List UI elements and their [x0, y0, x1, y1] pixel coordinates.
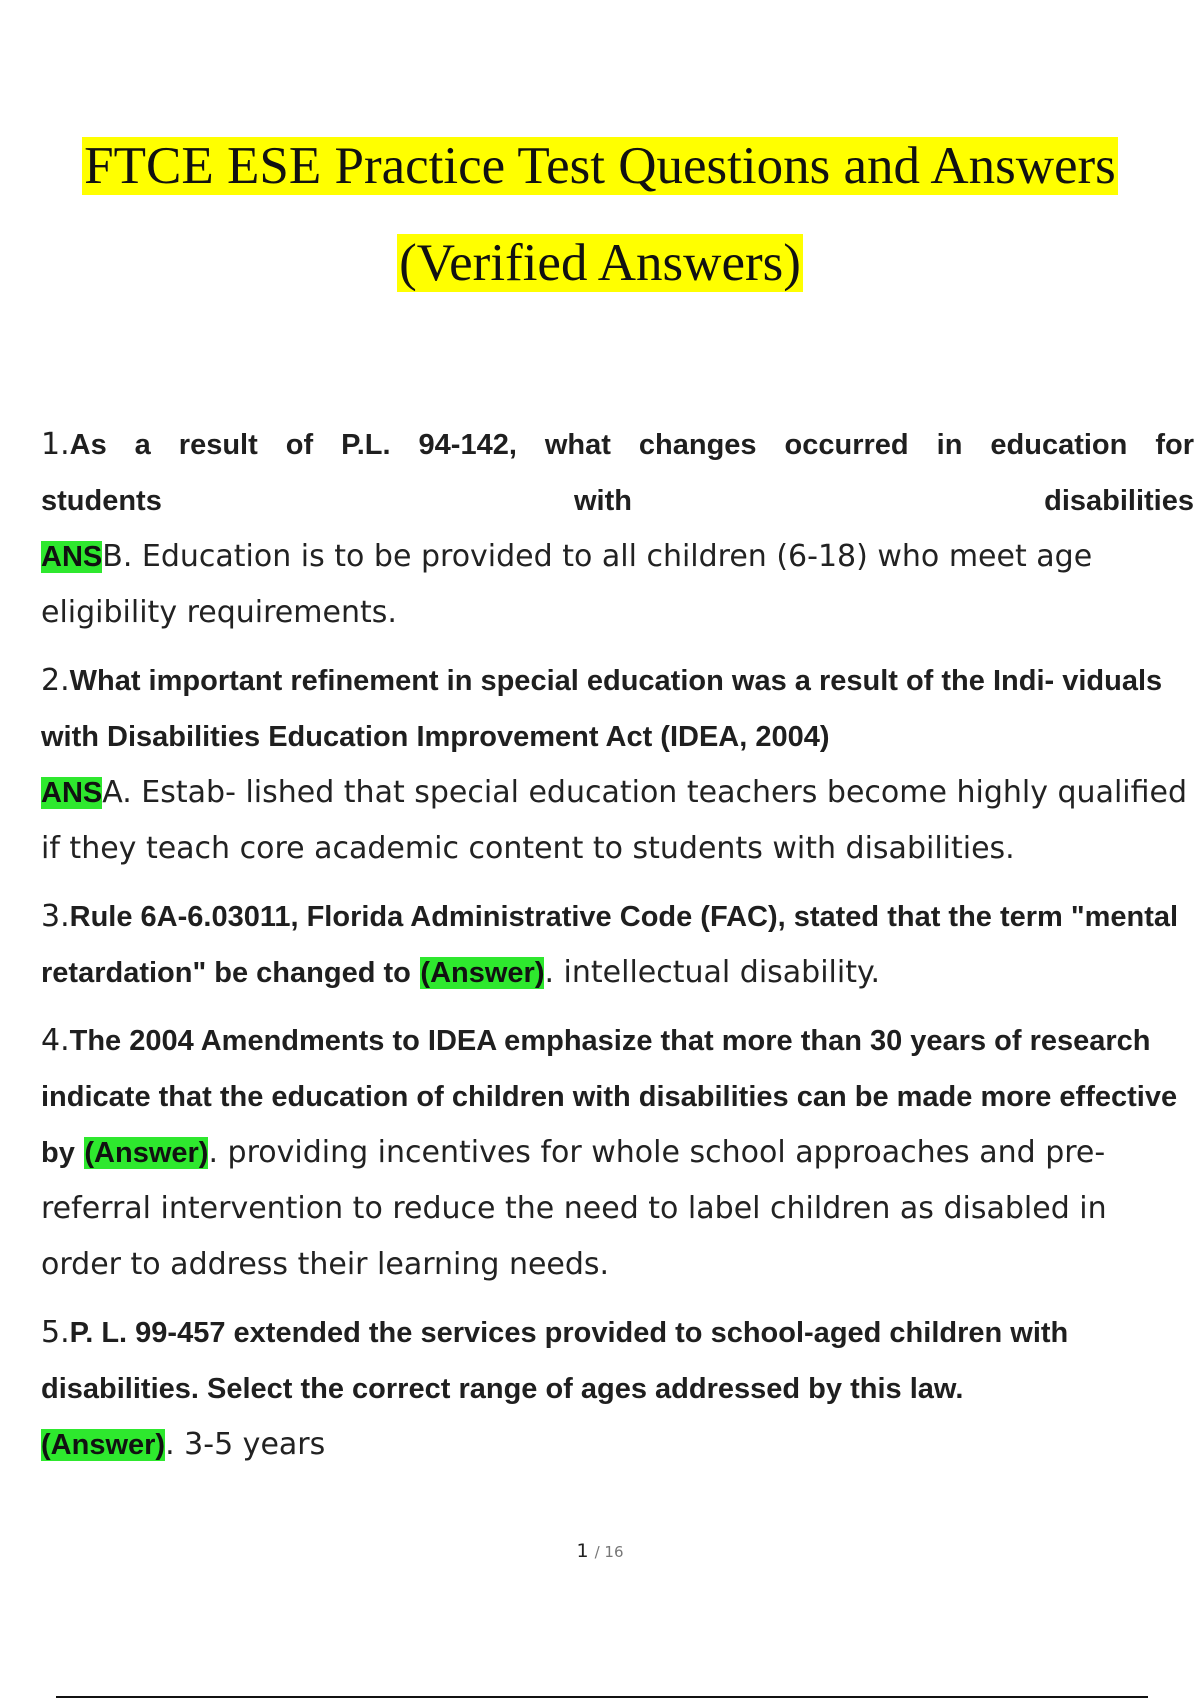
title-line-2 — [0, 215, 1200, 312]
total-pages: / 16 — [594, 1543, 624, 1561]
document-title — [0, 118, 1200, 312]
question-text: Rule 6A-6.03011, Florida Administrative Code (FAC), stated that the term "mental retardation" be changed to — [41, 901, 1179, 989]
answer-tag: (Answer) — [420, 957, 545, 989]
answer-text: B. Education is to be provided to all children (6-18) who meet age eligibility requirements. — [41, 539, 1093, 630]
title-highlight-1: FTCE ESE Practice Test Questions and Answers — [84, 137, 1116, 195]
question-1-line-1 — [41, 417, 1194, 473]
answer-tag: ANS — [41, 777, 103, 809]
title-highlight-2: (Verified Answers) — [399, 234, 801, 292]
question-item-2 — [41, 653, 1194, 877]
question-text: What important refinement in special education was a result of the Indi- viduals with Disabilities Education Improvement Act (IDEA, 2004) — [41, 665, 1163, 753]
answer-tag: (Answer) — [41, 1429, 166, 1461]
bottom-divider — [56, 1696, 1148, 1698]
answer-text: . 3-5 years — [165, 1427, 326, 1462]
answer-tag: (Answer) — [84, 1137, 209, 1169]
answer-text: A. Estab- lished that special education teachers become highly qualified if they teach core academic content to students with disabilities. — [41, 775, 1188, 866]
question-list — [41, 417, 1194, 1485]
title-line-1 — [0, 118, 1200, 215]
question-item-4 — [41, 1013, 1194, 1293]
question-text: P. L. 99-457 extended the services provided to school-aged children with disabilities. Select the correct range of ages addressed by this law. — [41, 1317, 1069, 1405]
question-1-line-2: students with disabilities — [41, 485, 1194, 517]
question-item-5 — [41, 1305, 1194, 1473]
question-item-1 — [41, 417, 1194, 641]
answer-text: . intellectual disability. — [544, 955, 880, 990]
question-number: 4. — [41, 1023, 70, 1058]
page-indicator — [0, 1540, 1200, 1562]
answer-tag: ANS — [41, 541, 103, 573]
question-number: 3. — [41, 899, 70, 934]
answer-text: . providing incentives for whole school approaches and pre-referral intervention to reduce the need to label children as disabled in order to address their learning needs. — [41, 1135, 1107, 1282]
question-number: 5. — [41, 1315, 70, 1350]
current-page: 1 — [576, 1540, 589, 1562]
question-text: The 2004 Amendments to IDEA emphasize that more than 30 years of research indicate that the education of children with disabilities can be made more effective by — [41, 1025, 1178, 1169]
question-number: 1. — [41, 427, 70, 462]
question-number: 2. — [41, 663, 70, 698]
question-item-3 — [41, 889, 1194, 1001]
question-text: As a result of P.L. 94-142, what changes occurred in education for — [69, 429, 1194, 461]
